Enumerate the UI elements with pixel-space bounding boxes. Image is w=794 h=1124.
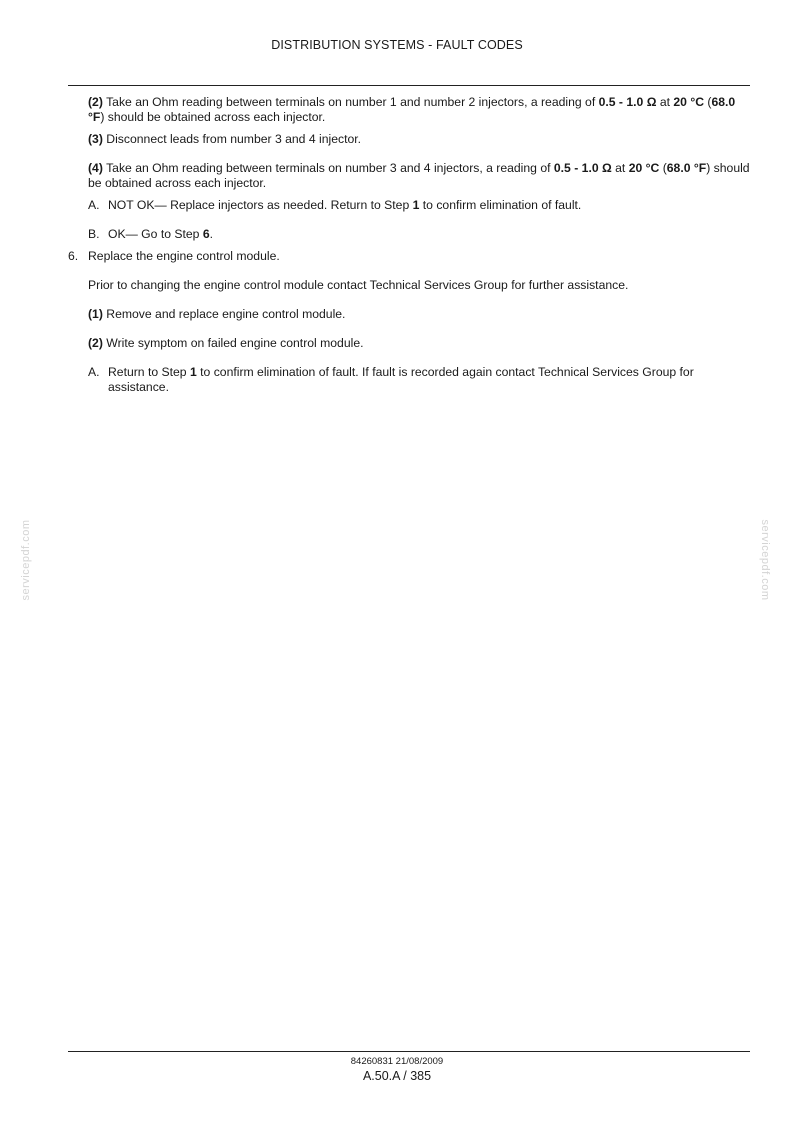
substep-number: (3) <box>88 132 103 146</box>
step-ref: 1 <box>189 365 197 379</box>
substep-3-disconnect <box>88 132 750 147</box>
text: ( <box>659 161 667 175</box>
text: at <box>656 95 674 109</box>
substep-2-write-symptom <box>88 336 750 351</box>
text: . <box>209 227 214 241</box>
substep-number: (2) <box>88 95 103 109</box>
result-return <box>88 365 750 395</box>
footer-page-number: A.50.A / 385 <box>362 1069 432 1083</box>
step-ref: 1 <box>412 198 420 212</box>
text: to confirm elimination of fault. <box>419 198 582 212</box>
text: Take an Ohm reading between terminals on number 1 and number 2 injectors, a reading of <box>102 95 599 109</box>
header-rule <box>68 85 750 86</box>
substep-number: (4) <box>88 161 103 175</box>
step-6 <box>68 249 750 264</box>
resistance-value: 0.5 - 1.0 Ω <box>598 95 657 109</box>
step-6-note: Prior to changing the engine control module contact Technical Services Group for further assistance. <box>88 278 629 292</box>
text: ) should be obtained across each injector. <box>88 161 750 190</box>
temp-fahrenheit: 68.0 °F <box>88 95 736 124</box>
text: NOT OK— Replace injectors as needed. Return to Step <box>108 198 413 212</box>
text: Remove and replace engine control module. <box>102 307 346 321</box>
text: at <box>611 161 629 175</box>
substep-number: (2) <box>88 336 103 350</box>
substep-1-replace <box>88 307 750 322</box>
temp-celsius: 20 °C <box>628 161 660 175</box>
text: Return to Step <box>108 365 190 379</box>
temp-fahrenheit: 68.0 °F <box>666 161 707 175</box>
result-ok <box>88 227 750 242</box>
step-number: 6. <box>68 249 79 263</box>
text: ( <box>704 95 712 109</box>
text: Write symptom on failed engine control module. <box>102 336 364 350</box>
substep-number: (1) <box>88 307 103 321</box>
temp-celsius: 20 °C <box>673 95 705 109</box>
footer-doc-id: 84260831 21/08/2009 <box>350 1056 444 1067</box>
footer-rule <box>68 1051 750 1052</box>
resistance-value: 0.5 - 1.0 Ω <box>553 161 612 175</box>
text: Take an Ohm reading between terminals on number 3 and 4 injectors, a reading of <box>102 161 554 175</box>
list-marker: B. <box>88 227 100 241</box>
text: Replace the engine control module. <box>88 249 280 263</box>
text: to confirm elimination of fault. If fault is recorded again contact Technical Services Group for assistance. <box>108 365 694 394</box>
result-not-ok <box>88 198 750 213</box>
step-ref: 6 <box>202 227 210 241</box>
substep-4-ohm-reading <box>88 161 750 191</box>
watermark-left: servicepdf.com <box>20 519 32 601</box>
page-header-title: DISTRIBUTION SYSTEMS - FAULT CODES <box>271 38 523 52</box>
text: OK— Go to Step <box>108 227 203 241</box>
watermark-right: servicepdf.com <box>759 519 771 601</box>
text: Disconnect leads from number 3 and 4 injector. <box>102 132 362 146</box>
page-content <box>68 95 750 409</box>
text: ) should be obtained across each injector. <box>100 110 326 124</box>
list-marker: A. <box>88 198 100 212</box>
substep-2-ohm-reading <box>88 95 750 125</box>
list-marker: A. <box>88 365 100 379</box>
